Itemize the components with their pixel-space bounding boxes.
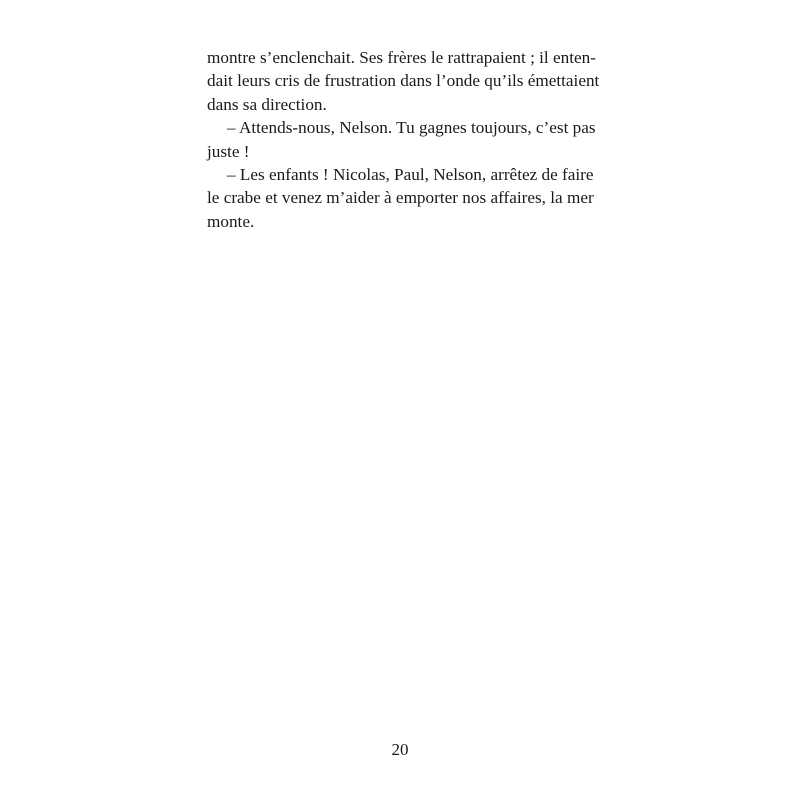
body-text <box>207 46 600 233</box>
dialogue-line: – Attends-nous, Nelson. Tu gagnes toujours, c’est pas <box>227 118 596 138</box>
text-line: dans sa direction. <box>207 94 327 114</box>
text-line: dait leurs cris de frustration dans l’onde qu’ils émettaient <box>207 71 600 91</box>
text-line: monte. <box>207 211 255 231</box>
dialogue-line: – Les enfants ! Nicolas, Paul, Nelson, arrêtez de faire <box>227 165 594 185</box>
text-line: juste ! <box>207 141 250 161</box>
text-line: le crabe et venez m’aider à emporter nos affaires, la mer <box>207 188 594 208</box>
page-number: 20 <box>391 740 409 759</box>
text-line: montre s’enclenchait. Ses frères le rattrapaient ; il enten- <box>207 48 596 67</box>
